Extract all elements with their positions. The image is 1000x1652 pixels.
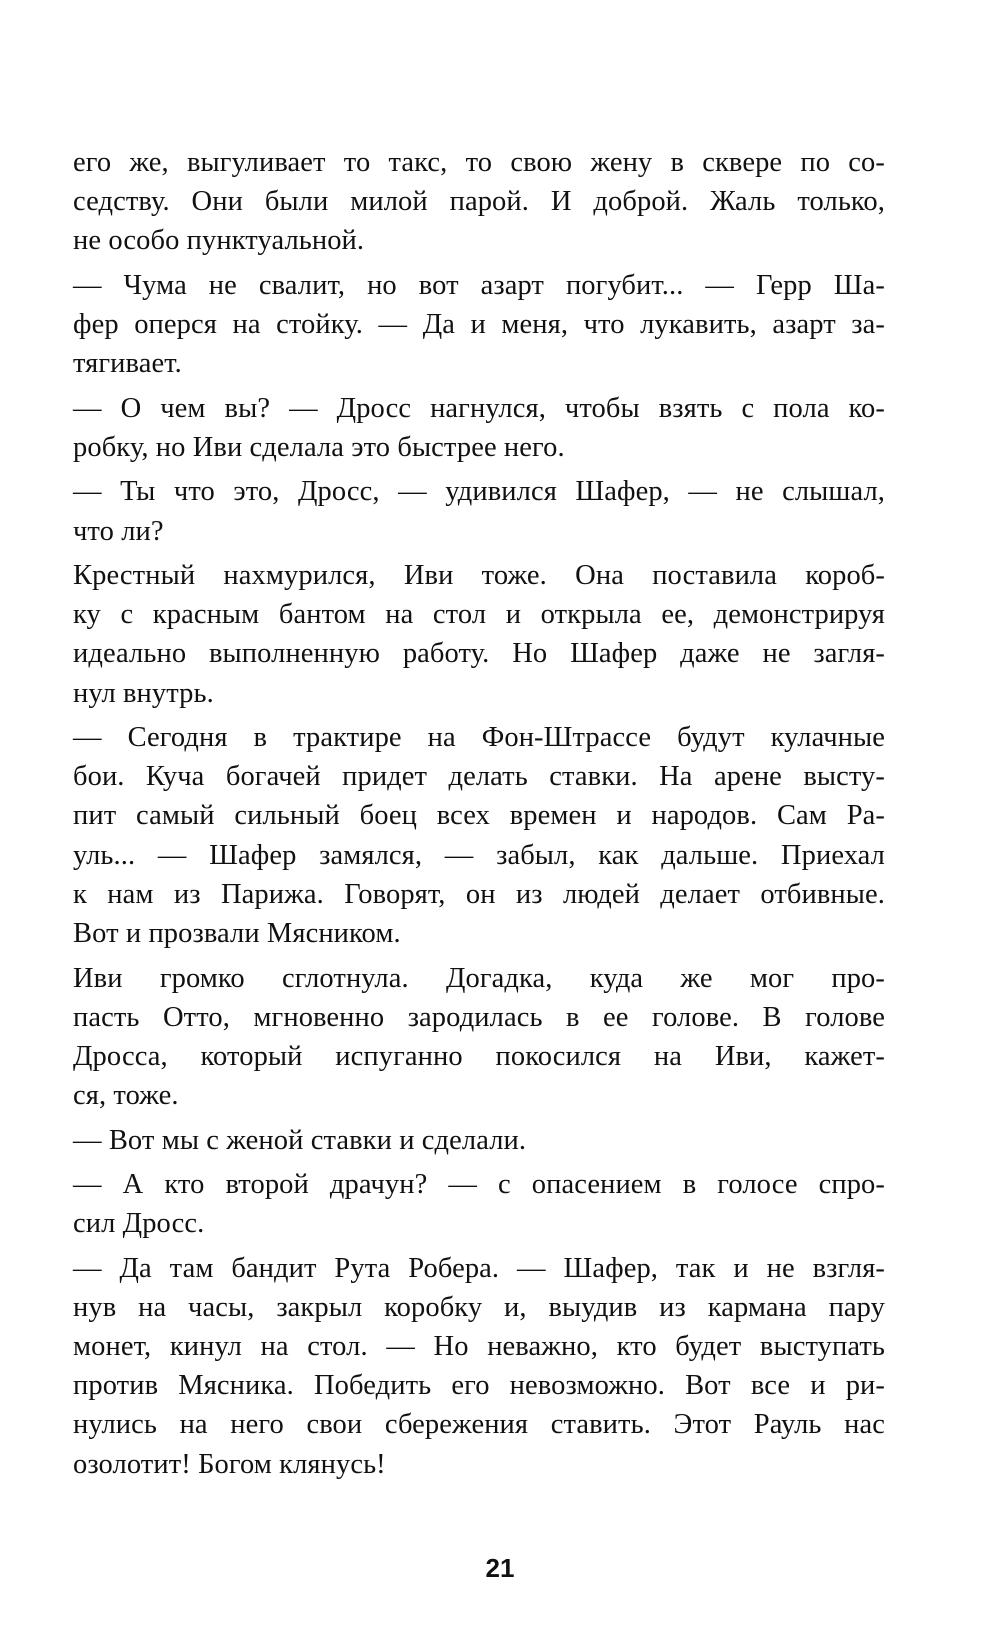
text-line: сил Дросс. (73, 1208, 205, 1240)
text-line: озолотит! Богом клянусь! (73, 1448, 386, 1480)
text-line: — Вот мы с женой ставки и сделали. (73, 1124, 527, 1156)
text-line: ся, тоже. (73, 1080, 179, 1112)
paragraph (73, 1121, 885, 1160)
text-line: — А кто второй драчун? — с опасением в голосе спро- (73, 1169, 885, 1201)
paragraph (73, 959, 885, 1116)
text-line: пасть Отто, мгновенно зародилась в ее голове. В голове (73, 1001, 885, 1033)
text-line: Вот и прозвали Мясником. (73, 918, 401, 950)
text-line: что ли? (73, 515, 164, 547)
text-line: нул внутрь. (73, 677, 214, 709)
text-line: идеально выполненную работу. Но Шафер даже не загля- (73, 638, 885, 670)
text-line: — Да там бандит Рута Робера. — Шафер, так и не взгля- (73, 1252, 885, 1284)
paragraph (73, 1249, 885, 1484)
text-line: — Сегодня в трактире на Фон-Штрассе будут кулачные (73, 722, 885, 754)
text-line: нув на часы, закрыл коробку и, выудив из кармана пару (73, 1291, 885, 1323)
text-line: Дросса, который испуганно покосился на Иви, кажет- (73, 1040, 885, 1072)
text-line: ку с красным бантом на стол и открыла ее, демонстрируя (73, 599, 885, 631)
paragraph (73, 472, 885, 550)
text-line: робку, но Иви сделала это быстрее него. (73, 431, 565, 463)
text-line: тягивает. (73, 348, 182, 380)
text-line: Крестный нахмурился, Иви тоже. Она поставила короб- (73, 560, 885, 592)
text-line: бои. Куча богачей придет делать ставки. На арене высту- (73, 761, 885, 793)
text-line: пит самый сильный боец всех времен и народов. Сам Ра- (73, 800, 885, 832)
text-line: нулись на него свои сбережения ставить. Этот Рауль нас (73, 1409, 885, 1441)
paragraph (73, 1165, 885, 1243)
paragraph (73, 556, 885, 713)
page-number: 21 (485, 1553, 515, 1583)
text-line: Иви громко сглотнула. Догадка, куда же мог про- (73, 962, 885, 994)
text-line: фер оперся на стойку. — Да и меня, что лукавить, азарт за- (73, 309, 885, 341)
paragraph (73, 143, 885, 261)
text-line: — Ты что это, Дросс, — удивился Шафер, — не слышал, (73, 476, 885, 508)
text-line: к нам из Парижа. Говорят, он из людей делает отбивные. (73, 878, 885, 910)
text-line: его же, выгуливает то такс, то свою жену в сквере по со- (73, 147, 885, 178)
text-line: седству. Они были милой парой. И доброй. Жаль только, (73, 186, 885, 218)
text-line: уль... — Шафер замялся, — забыл, как дальше. Приехал (73, 839, 885, 871)
text-line: — О чем вы? — Дросс нагнулся, чтобы взять с пола ко- (73, 392, 885, 424)
paragraph (73, 718, 885, 953)
text-line: против Мясника. Победить его невозможно. Вот все и ри- (73, 1370, 885, 1402)
paragraph (73, 389, 885, 467)
body-text (73, 143, 885, 1484)
paragraph (73, 266, 885, 384)
text-line: не особо пунктуальной. (73, 225, 365, 257)
text-line: — Чума не свалит, но вот азарт погубит... — Герр Ша- (73, 269, 885, 301)
text-line: монет, кинул на стол. — Но неважно, кто будет выступать (73, 1331, 885, 1363)
